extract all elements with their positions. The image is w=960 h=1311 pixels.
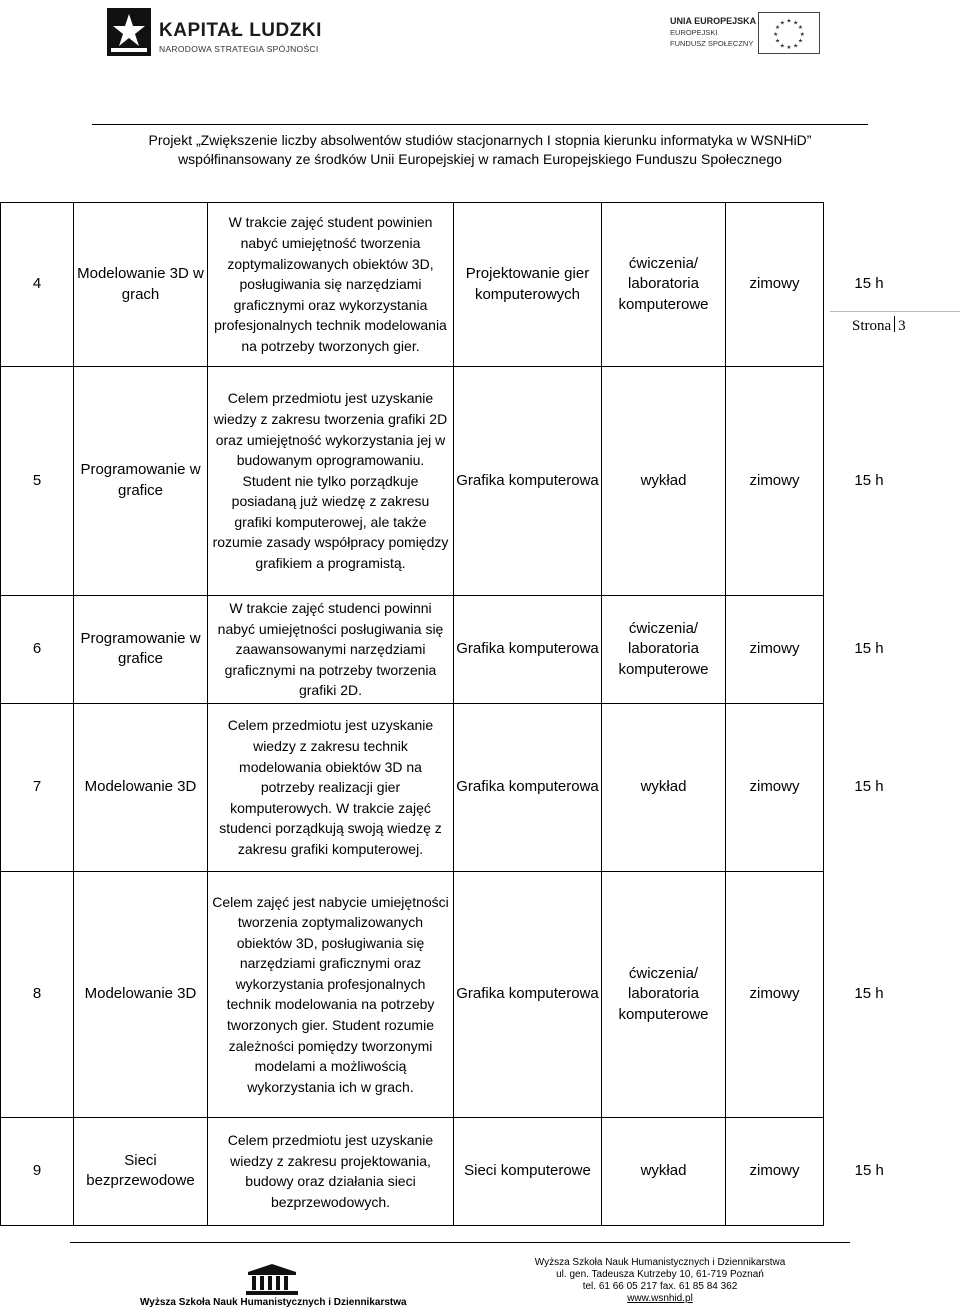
subject-name: Sieci bezprzewodowe — [74, 1117, 208, 1225]
kapital-ludzki-logo — [107, 8, 322, 56]
table-row — [1, 596, 915, 704]
subject-name: Modelowanie 3D w grach — [74, 203, 208, 367]
kapital-ludzki-emblem-icon — [107, 8, 151, 56]
semester: zimowy — [726, 203, 824, 367]
subject-name: Modelowanie 3D — [74, 703, 208, 871]
subject-name: Programowanie w grafice — [74, 596, 208, 704]
project-title-line2: współfinansowany ze środków Unii Europejskiej w ramach Europejskiego Funduszu Społecznego — [178, 151, 782, 167]
row-number: 4 — [1, 203, 74, 367]
svg-text:★: ★ — [779, 20, 785, 27]
svg-text:★: ★ — [799, 31, 805, 38]
table-row — [1, 367, 915, 596]
eu-logo — [670, 12, 820, 56]
svg-text:★: ★ — [793, 43, 799, 50]
subject-description: Celem przedmiotu jest uzyskanie wiedzy z zakresu projektowania, budowy oraz działania sieci bezprzewodowych. — [208, 1117, 454, 1225]
class-form: ćwiczenia/ laboratoria komputerowe — [602, 596, 726, 704]
row-number: 6 — [1, 596, 74, 704]
svg-text:★: ★ — [793, 20, 799, 27]
table-row — [1, 1117, 915, 1225]
subject-description: Celem przedmiotu jest uzyskanie wiedzy z zakresu technik modelowania obiektów 3D na potrzeby realizacji gier komputerowych. W trakcie zajęć studenci porządkują swoją wiedzę z zakresu grafiki komputerowej. — [208, 703, 454, 871]
footer-phone: tel. 61 66 05 217 fax. 61 85 84 362 — [582, 1281, 738, 1292]
semester: zimowy — [726, 871, 824, 1117]
hours: 15 h — [854, 1162, 884, 1180]
row-number: 9 — [1, 1117, 74, 1225]
svg-text:★: ★ — [775, 25, 781, 32]
footer-address: ul. gen. Tadeusza Kutrzeby 10, 61-719 Poznań — [556, 1269, 764, 1280]
hours: 15 h — [854, 275, 884, 293]
module-name: Grafika komputerowa — [454, 871, 602, 1117]
page-number-value: 3 — [898, 318, 906, 334]
svg-text:★: ★ — [797, 25, 803, 32]
footer-rule — [70, 1242, 850, 1243]
eu-logo-text — [670, 16, 756, 49]
semester: zimowy — [726, 367, 824, 596]
module-name: Sieci komputerowe — [454, 1117, 602, 1225]
project-title-line1: Projekt „Zwiększenie liczby absolwentów studiów stacjonarnych I stopnia kierunku informatyka w WSNHiD” — [148, 132, 812, 148]
svg-text:★: ★ — [786, 18, 792, 25]
footer-website-link[interactable]: www.wsnhid.pl — [627, 1293, 693, 1304]
hours: 15 h — [854, 985, 884, 1003]
subject-description: Celem przedmiotu jest uzyskanie wiedzy z zakresu tworzenia grafiki 2D oraz umiejętność wykorzystania jej w budowanym oprogramowaniu. Student nie tylko porządkuje posiadaną już wiedzę z zakresu grafiki komputerowej, ale także rozumie zasady współpracy pomiędzy grafikiem a programistą. — [208, 367, 454, 596]
eu-line3: FUNDUSZ SPOŁECZNY — [670, 39, 754, 48]
hours: 15 h — [854, 778, 884, 796]
footer-school-name: Wyższa Szkoła Nauk Humanistycznych i Dziennikarstwa — [140, 1297, 407, 1308]
module-name: Projektowanie gier komputerowych — [454, 203, 602, 367]
module-name: Grafika komputerowa — [454, 703, 602, 871]
semester: zimowy — [726, 596, 824, 704]
subject-name: Programowanie w grafice — [74, 367, 208, 596]
svg-text:★: ★ — [786, 45, 792, 52]
eu-flag-icon — [758, 12, 820, 54]
table-row — [1, 703, 915, 871]
page-number — [852, 316, 906, 335]
class-form: wykład — [602, 703, 726, 871]
class-form: ćwiczenia/ laboratoria komputerowe — [602, 203, 726, 367]
course-table — [0, 202, 915, 1226]
subject-name: Modelowanie 3D — [74, 871, 208, 1117]
semester: zimowy — [726, 1117, 824, 1225]
eu-line1: UNIA EUROPEJSKA — [670, 16, 757, 26]
hours: 15 h — [854, 471, 884, 489]
row-number: 8 — [1, 871, 74, 1117]
page-label-text: Strona — [852, 318, 892, 334]
eu-line2: EUROPEJSKI — [670, 28, 718, 37]
module-name: Grafika komputerowa — [454, 596, 602, 704]
footer-contact — [520, 1257, 800, 1305]
module-name: Grafika komputerowa — [454, 367, 602, 596]
class-form: ćwiczenia/ laboratoria komputerowe — [602, 871, 726, 1117]
row-number: 7 — [1, 703, 74, 871]
subject-description: Celem zajęć jest nabycie umiejętności tworzenia zoptymalizowanych obiektów 3D, posługiwania się narzędziami graficznymi oraz wykorzystania profesjonalnych technik modelowania na potrzeby tworzonych gier. Student rozumie zależności pomiędzy tworzonymi modelami a możliwością wykorzystania ich w grach. — [208, 871, 454, 1117]
svg-text:★: ★ — [779, 43, 785, 50]
kapital-ludzki-title: KAPITAŁ LUDZKI — [159, 20, 322, 41]
table-row — [1, 871, 915, 1117]
kapital-ludzki-subtitle: NARODOWA STRATEGIA SPÓJNOŚCI — [159, 44, 319, 54]
hours: 15 h — [854, 640, 884, 658]
svg-text:★: ★ — [797, 38, 803, 45]
class-form: wykład — [602, 367, 726, 596]
class-form: wykład — [602, 1117, 726, 1225]
footer-contact-name: Wyższa Szkoła Nauk Humanistycznych i Dziennikarstwa — [534, 1257, 786, 1268]
subject-description: W trakcie zajęć student powinien nabyć umiejętność tworzenia zoptymalizowanych obiektów 3D, posługiwania się narzędziami graficznymi oraz wykorzystania profesjonalnych technik modelowania na potrzeby tworzonych gier. — [208, 203, 454, 367]
semester: zimowy — [726, 703, 824, 871]
table-row — [1, 203, 915, 367]
page-number-rule — [830, 311, 960, 312]
svg-text:★: ★ — [775, 38, 781, 45]
header-rule — [92, 124, 868, 125]
svg-text:★: ★ — [773, 31, 779, 38]
row-number: 5 — [1, 367, 74, 596]
subject-description: W trakcie zajęć studenci powinni nabyć umiejętności posługiwania się zaawansowanymi narzędziami graficznymi na potrzeby tworzenia grafiki 2D. — [208, 596, 454, 704]
school-building-icon — [240, 1262, 304, 1296]
page-separator — [894, 316, 895, 332]
